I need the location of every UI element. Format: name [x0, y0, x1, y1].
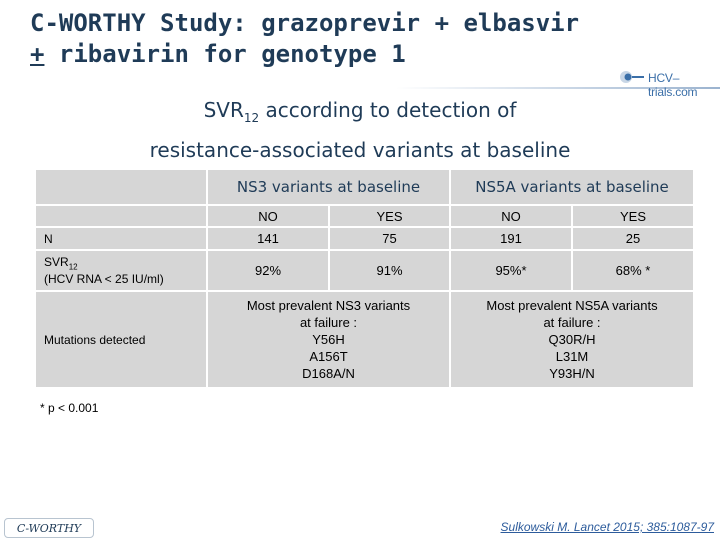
title-line-2	[30, 39, 630, 70]
subtitle-line-1	[0, 94, 720, 134]
ns5a-no-header: NO	[501, 208, 521, 224]
header-divider	[0, 87, 720, 89]
ns5a-mutation-line: Most prevalent NS5A variants	[486, 298, 658, 313]
ns5a-mutation-line: at failure :	[543, 315, 601, 330]
n-ns3-no: 141	[257, 231, 279, 246]
svr-ns3-yes: 91%	[376, 263, 403, 278]
ns5a-header: NS5A variants at baseline	[475, 178, 669, 196]
svr-label-text: SVR	[44, 255, 69, 270]
subtitle-svr: SVR	[203, 98, 244, 122]
subtitle-svr-sub: 12	[243, 111, 260, 125]
study-tag: C-WORTHY	[4, 518, 94, 538]
subtitle-line-1-rest: according to detection of	[259, 98, 517, 122]
ns3-mutation-line: D168A/N	[302, 366, 355, 381]
title-line-2-text: ribavirin for genotype 1	[44, 40, 406, 68]
title-line-1: C-WORTHY Study: grazoprevir + elbasvir	[30, 9, 580, 37]
svr-ns3-no: 92%	[254, 263, 282, 278]
ns5a-yes-header: YES	[619, 208, 646, 224]
row-label-svr	[36, 251, 206, 290]
svr-label-sub: 12	[68, 262, 78, 272]
results-table	[36, 170, 693, 387]
ns3-yes-header: YES	[376, 208, 403, 224]
plus-minus-symbol: +	[30, 40, 45, 68]
subtitle-line-2: resistance-associated variants at baseline	[149, 138, 571, 162]
ns3-mutations	[208, 292, 449, 387]
ns3-mutation-line: A156T	[309, 349, 348, 364]
ns5a-mutation-line: Y93H/N	[549, 366, 595, 381]
ns5a-mutations	[451, 292, 693, 387]
row-label-n: N	[44, 231, 53, 246]
n-ns3-yes: 75	[382, 231, 397, 246]
svr-ns5a-yes: 68% *	[615, 263, 651, 278]
ns5a-mutation-line: L31M	[555, 349, 589, 364]
ns5a-mutation-line: Q30R/H	[548, 332, 596, 347]
svr-ns5a-no: 95%*	[495, 263, 527, 278]
ns3-mutation-line: Most prevalent NS3 variants	[246, 298, 411, 313]
n-ns5a-no: 191	[500, 231, 522, 246]
n-ns5a-yes: 25	[625, 231, 641, 246]
svr-label-line-2: (HCV RNA < 25 IU/ml)	[44, 271, 164, 286]
source-citation[interactable]: Sulkowski M. Lancet 2015; 385:1087-97	[500, 520, 714, 534]
svr-label-line-1	[44, 255, 78, 271]
row-label-mutations: Mutations detected	[44, 332, 146, 347]
ns3-mutation-line: at failure :	[299, 315, 358, 330]
ns3-no-header: NO	[258, 208, 278, 224]
slide-title	[30, 8, 630, 70]
ns3-header: NS3 variants at baseline	[236, 178, 421, 196]
logo-text: HCV–trials.com	[648, 71, 698, 99]
ns3-mutation-line: Y56H	[312, 332, 345, 347]
slide-subtitle	[0, 94, 720, 166]
footnote: * p < 0.001	[40, 401, 99, 415]
